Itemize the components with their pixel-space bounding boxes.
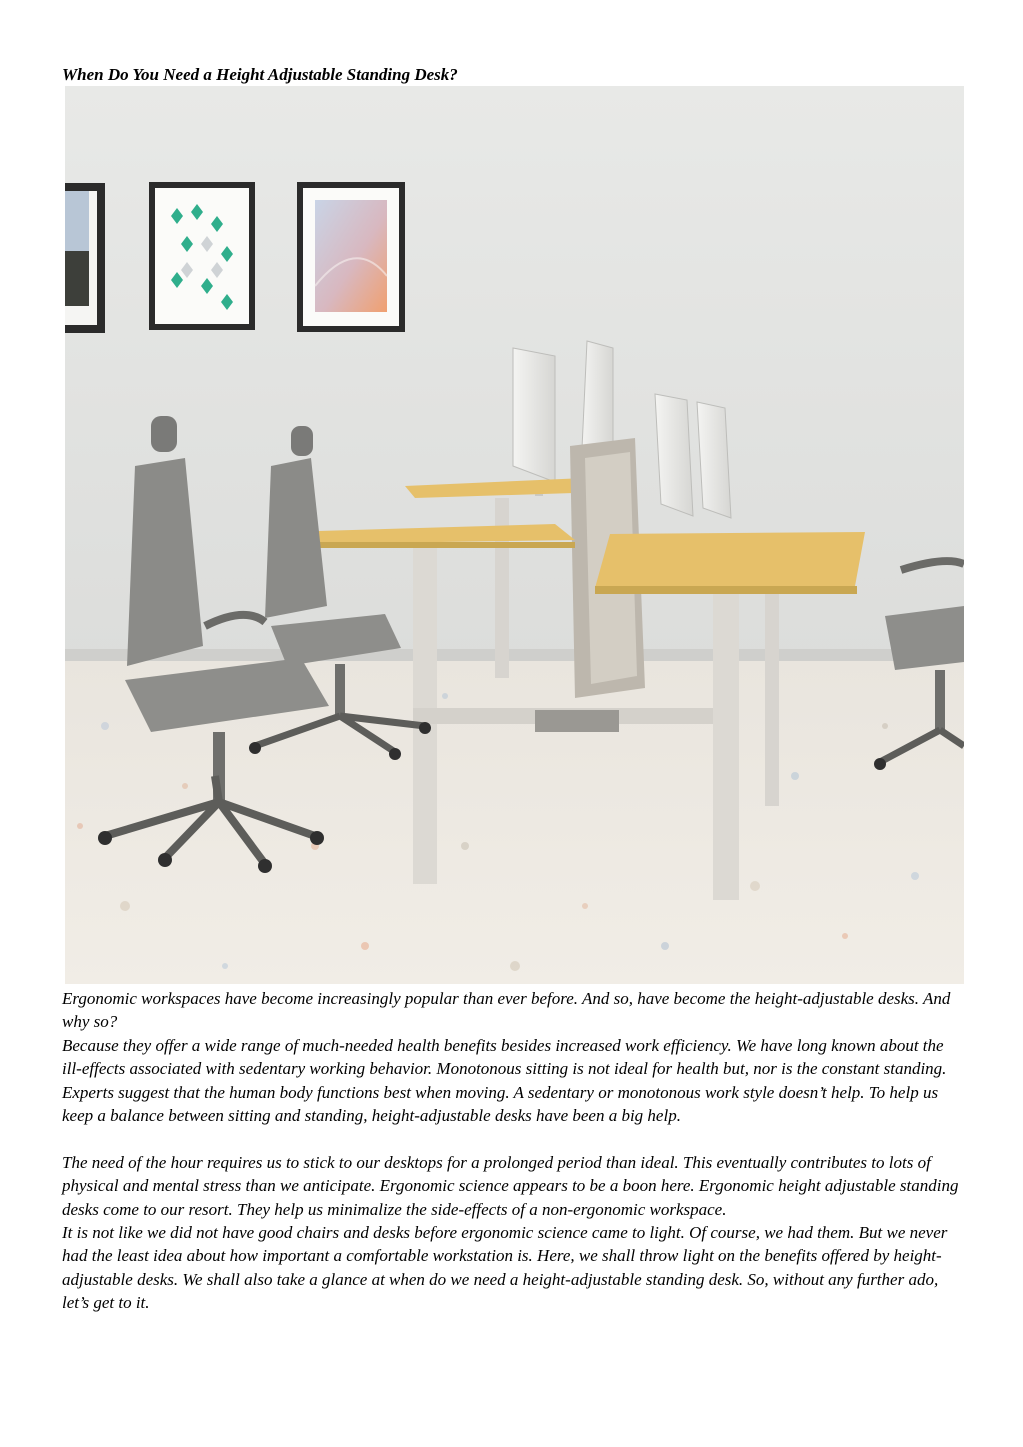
article-body bbox=[62, 987, 964, 1315]
wall-frame-abstract bbox=[297, 182, 405, 332]
baseboard bbox=[65, 649, 964, 661]
article-paragraph: The need of the hour requires us to stick to our desktops for a prolonged period than ideal. This eventually contributes to lots of physical and mental stress than we anticipate. Ergonomic science appears to be a boon here. Ergonomic height adjustable standing desks come to our resort. They help us minimalize the side-effects of a non-ergonomic workspace. bbox=[62, 1152, 959, 1219]
wall-frame-left bbox=[65, 183, 105, 333]
wall-frame-green-pattern bbox=[149, 182, 255, 330]
paragraph-spacer bbox=[62, 1127, 964, 1150]
article-paragraph: It is not like we did not have good chairs and desks before ergonomic science came to light. Of course, we had them. But we never had the least idea about how important a comfortable workstation is. Here, we shall throw light on the benefits offered by height-adjustable desks. We shall also take a glance at when do we need a height-adjustable standing desk. So, without any further ado, let’s get to it. bbox=[62, 1223, 948, 1313]
page-title: When Do You Need a Height Adjustable Standing Desk? bbox=[62, 65, 458, 84]
article-paragraph: Because they offer a wide range of much-needed health benefits besides increased work efficiency. We have long known about the ill-effects associated with sedentary working behavior. Monotonous sitting is not ideal for health but, nor is the constant standing. Experts suggest that the human body functions best when moving. A sedentary or monotonous work style doesn’t help. To help us keep a balance between sitting and standing, height-adjustable desks have been a big help. bbox=[62, 1035, 947, 1126]
article-paragraph: Ergonomic workspaces have become increasingly popular than ever before. And so, have become the height-adjustable desks. And why so? bbox=[62, 989, 951, 1032]
office-desk-photo bbox=[65, 86, 964, 984]
